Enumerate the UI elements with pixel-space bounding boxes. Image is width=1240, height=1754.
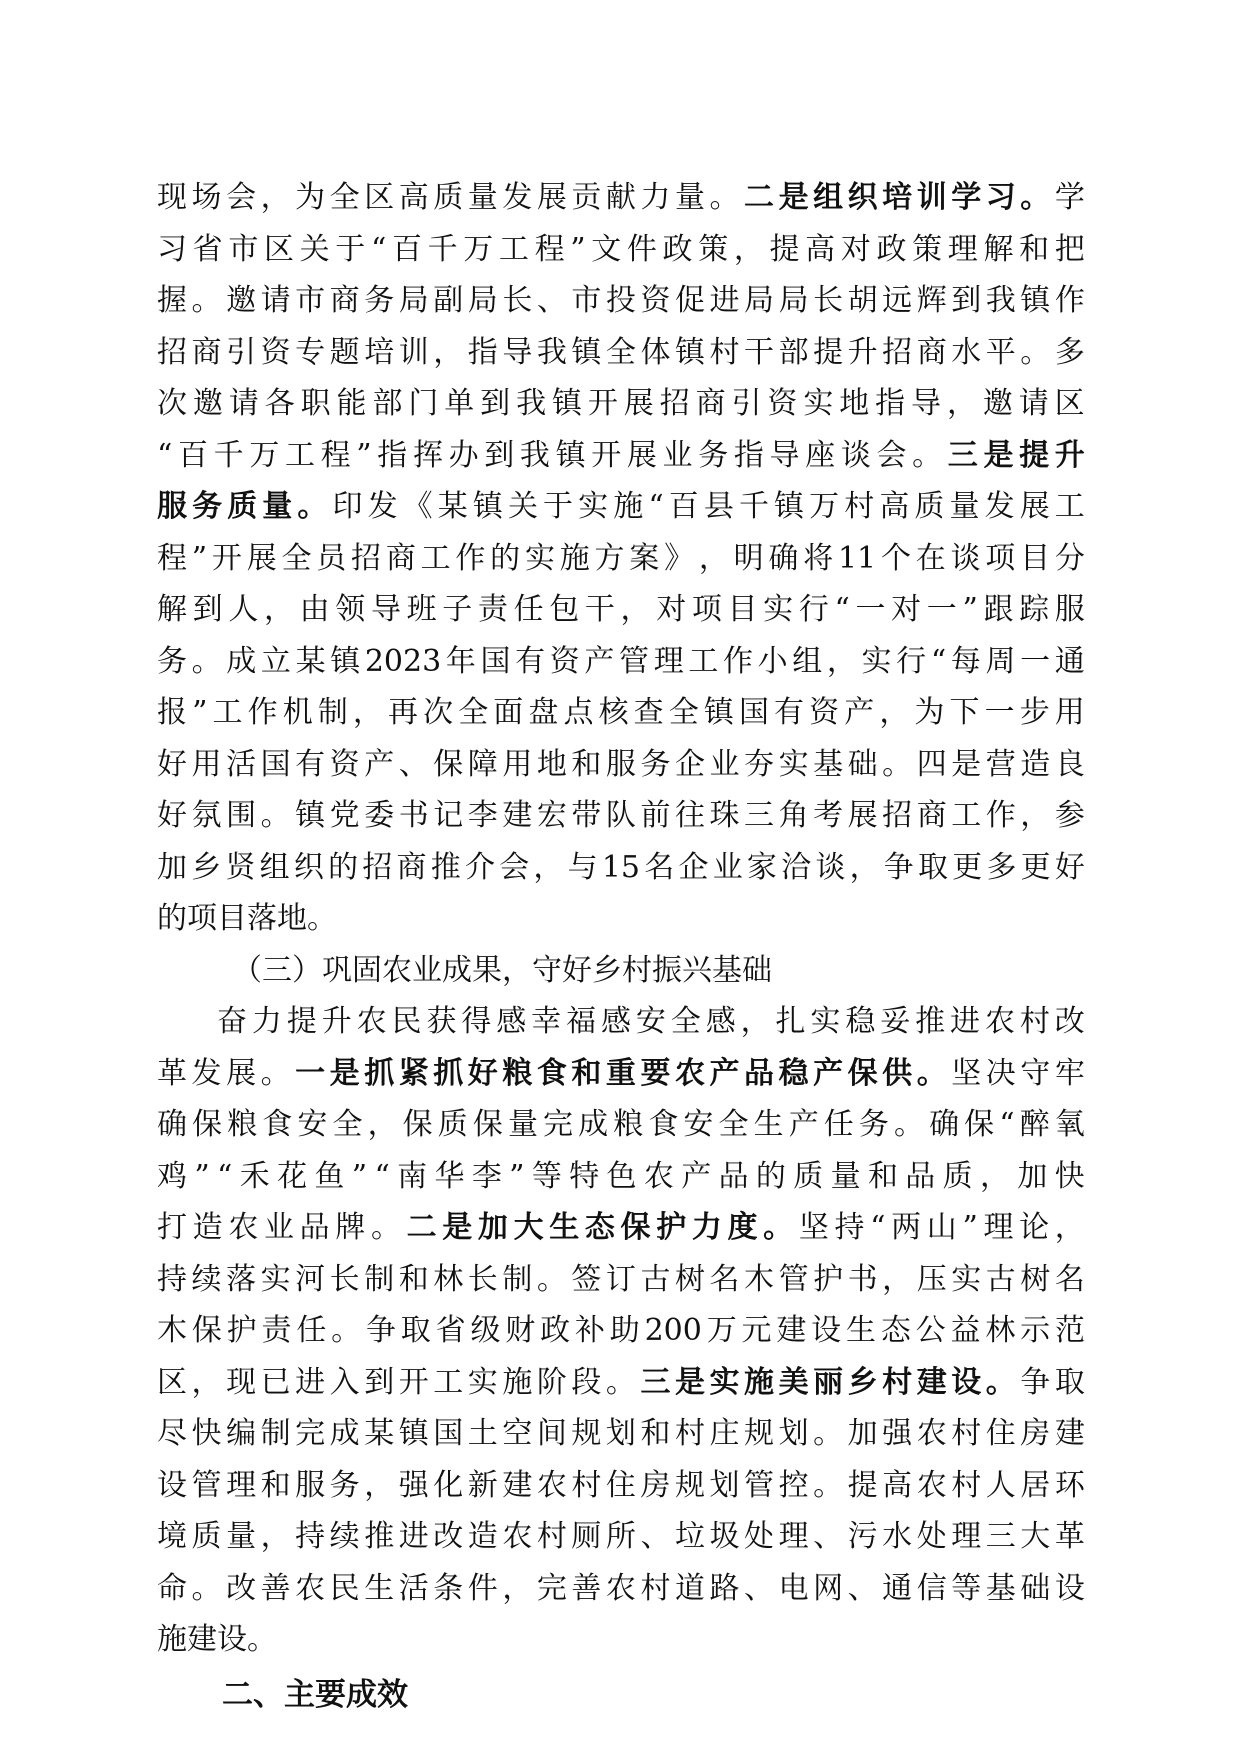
text-line: 境 质 量 ， 持 续 推 进 改 造 农 村 厕 所 、 垃 圾 处 理 、 污 水 处 理 三 大 革 xyxy=(157,1519,1085,1554)
text-line: 好 用 活 国 有 资 产 、 保 障 用 地 和 服 务 企 业 夯 实 基 础 。 四 是 营 造 良 xyxy=(157,746,1085,782)
text-line: 施 建 设 。 xyxy=(157,1622,277,1657)
text-line: 握 。 邀 请 市 商 务 局 副 局 长 、 市 投 资 促 进 局 局 长 胡 远 辉 到 我 镇 作 xyxy=(157,283,1085,318)
text-line: 招 商 引 资 专 题 培 训 ， 指 导 我 镇 全 体 镇 村 干 部 提 升 招 商 水 平 。 多 xyxy=(157,334,1085,370)
text-line: 报 ” 工 作 机 制 ， 再 次 全 面 盘 点 核 查 全 镇 国 有 资 产 ， 为 下 一 步 用 xyxy=(157,695,1085,730)
text-line: 现 场 会 ， 为 全 区 高 质 量 发 展 贡 献 力 量 。 二 是 组 织 培 训 学 习 。 学 xyxy=(157,180,1085,215)
text-line: 加 乡 贤 组 织 的 招 商 推 介 会 ， 与 15 名 企 业 家 洽 谈 ， 争 取 更 多 更 好 xyxy=(157,849,1085,885)
text-line: 服 务 质 量 。 印 发 《 某 镇 关 于 实 施 “ 百 县 千 镇 万 村 高 质 量 发 展 工 xyxy=(157,489,1085,524)
text-line: 务 。 成 立 某 镇 2023 年 国 有 资 产 管 理 工 作 小 组 ， 实 行 “ 每 周 一 通 xyxy=(157,643,1085,679)
text-line: 次 邀 请 各 职 能 部 门 单 到 我 镇 开 展 招 商 引 资 实 地 指 导 ， 邀 请 区 xyxy=(157,386,1085,421)
text-line: 习 省 市 区 关 于 “ 百 千 万 工 程 ” 文 件 政 策 ， 提 高 对 政 策 理 解 和 把 xyxy=(157,231,1085,267)
text-line: 尽 快 编 制 完 成 某 镇 国 土 空 间 规 划 和 村 庄 规 划 。 加 强 农 村 住 房 建 xyxy=(157,1416,1085,1451)
text-line: 命 。 改 善 农 民 生 活 条 件 ， 完 善 农 村 道 路 、 电 网 、 通 信 等 基 础 设 xyxy=(157,1570,1085,1606)
text-line: 持 续 落 实 河 长 制 和 林 长 制 。 签 订 古 树 名 木 管 护 书 ， 压 实 古 树 名 xyxy=(157,1261,1085,1297)
section-title-agriculture xyxy=(157,945,1085,997)
text-line: “ 百 千 万 工 程 ” 指 挥 办 到 我 镇 开 展 业 务 指 导 座 谈 会 。 三 是 提 升 xyxy=(157,437,1085,473)
text-line: 鸡 ” “ 禾 花 鱼 ” “ 南 华 李 ” 等 特 色 农 产 品 的 质 量 和 品 质 ， 加 快 xyxy=(157,1158,1085,1194)
text-line: 打 造 农 业 品 牌 。 二 是 加 大 生 态 保 护 力 度 。 坚 持 “ 两 山 ” 理 论 ， xyxy=(157,1210,1085,1245)
text-line: 的 项 目 落 地 。 xyxy=(157,901,337,936)
text-line: （ 三 ） 巩 固 农 业 成 果 ， 守 好 乡 村 振 兴 基 础 xyxy=(232,952,772,988)
paragraph-agriculture xyxy=(157,996,1085,1666)
text-line: 确 保 粮 食 安 全 ， 保 质 保 量 完 成 粮 食 安 全 生 产 任 务 。 确 保 “ 醉 氧 xyxy=(157,1107,1085,1142)
text-line: 程 ” 开 展 全 员 招 商 工 作 的 实 施 方 案 》 ， 明 确 将 11 个 在 谈 项 目 分 xyxy=(157,540,1085,576)
text-line: 革 发 展 。 一 是 抓 紧 抓 好 粮 食 和 重 要 农 产 品 稳 产 保 供 。 坚 决 守 牢 xyxy=(157,1055,1085,1091)
text-line: 木 保 护 责 任 。 争 取 省 级 财 政 补 助 200 万 元 建 设 生 态 公 益 林 示 范 xyxy=(157,1313,1085,1348)
text-line: 区 ， 现 已 进 入 到 开 工 实 施 阶 段 。 三 是 实 施 美 丽 乡 村 建 设 。 争 取 xyxy=(157,1364,1085,1400)
text-line: 解 到 人 ， 由 领 导 班 子 责 任 包 干 ， 对 项 目 实 行 “ 一 对 一 ” 跟 踪 服 xyxy=(157,592,1085,627)
document-body xyxy=(157,172,1085,1666)
paragraph-investment-service xyxy=(157,172,1085,945)
text-line: 奋 力 提 升 农 民 获 得 感 幸 福 感 安 全 感 ， 扎 实 稳 妥 推 进 农 村 改 xyxy=(217,1004,1085,1039)
section-heading-main-results: 二、主要成效 xyxy=(222,1676,408,1713)
text-line: 设 管 理 和 服 务 ， 强 化 新 建 农 村 住 房 规 划 管 控 。 提 高 农 村 人 居 环 xyxy=(157,1467,1085,1503)
document-page xyxy=(157,172,1085,1721)
text-line: 好 氛 围 。 镇 党 委 书 记 李 建 宏 带 队 前 往 珠 三 角 考 展 招 商 工 作 ， 参 xyxy=(157,798,1085,833)
